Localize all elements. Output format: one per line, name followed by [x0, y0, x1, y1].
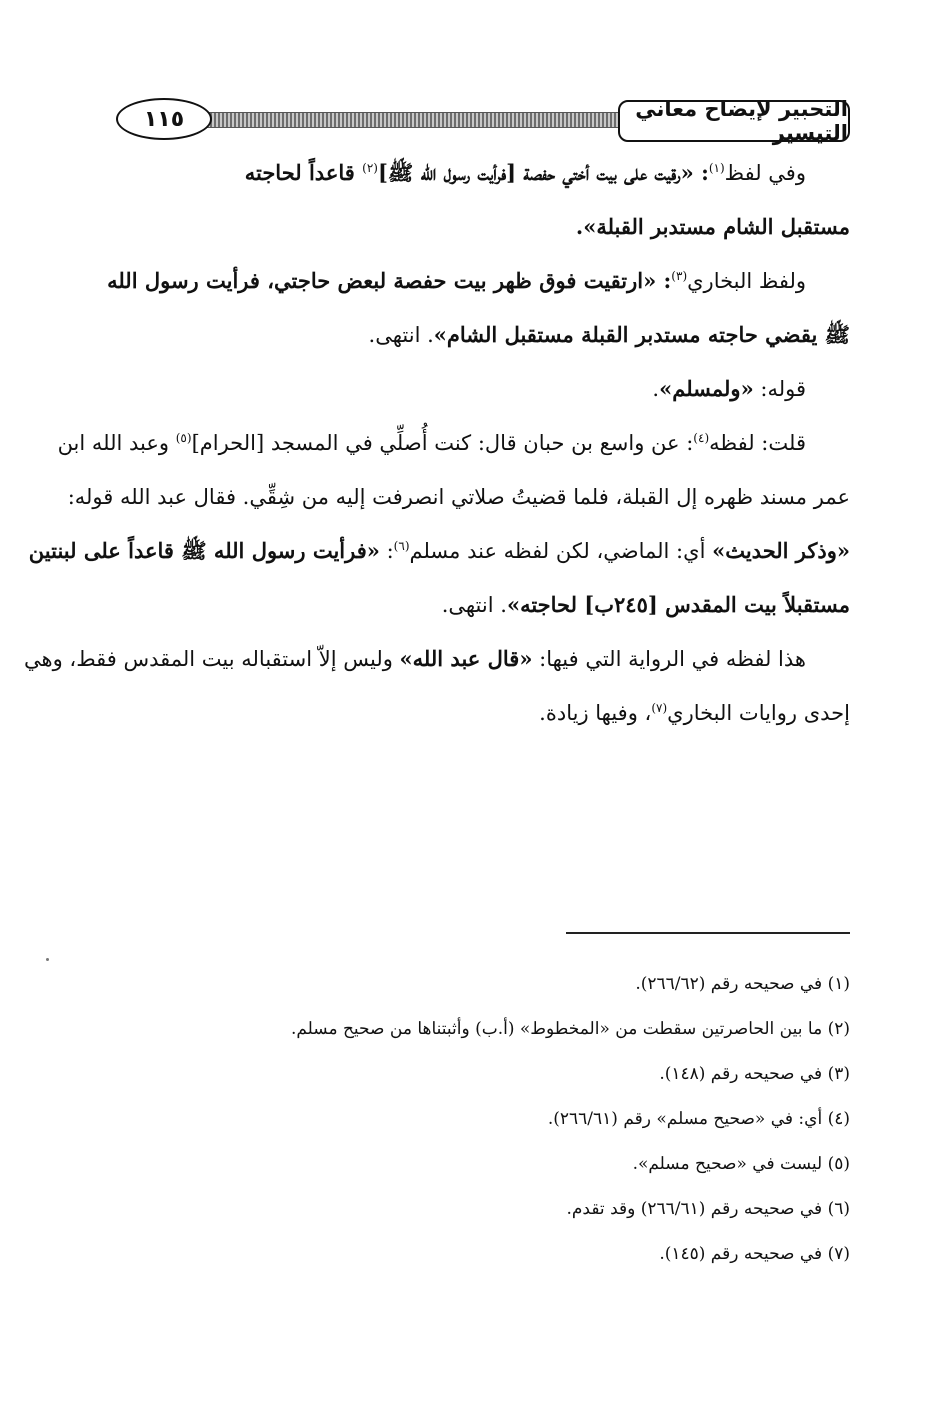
footnote-ref: (٣): [671, 269, 688, 283]
book-title: التحبير لإيضاح معاني التيسير: [618, 100, 850, 142]
text-line: قوله: «ولمسلم».: [652, 376, 806, 401]
footnote: (٤) أي: في «صحيح مسلم» رقم (٢٦٦/٦١).: [547, 1109, 850, 1129]
text-line: «وذكر الحديث» أي: الماضي، لكن لفظه عند مسلم$^{(٦)}$: «فرأيت رسول الله ﷺ قاعداً على لبنتين: [28, 538, 850, 563]
page-header: [98, 98, 850, 144]
footnote-ref: (٦): [393, 539, 410, 553]
scan-speck: [46, 958, 49, 961]
text-line: عمر مسند ظهره إل القبلة، فلما قضيتُ صلاتي انصرفت إليه من شِقِّي. فقال عبد الله قوله:: [67, 485, 850, 509]
main-text: [24, 146, 850, 740]
text-line: ﷺ يقضي حاجته مستدبر القبلة مستقبل الشام». انتهى.: [368, 322, 850, 347]
footnote: (١) في صحيحه رقم (٢٦٦/٦٢).: [635, 974, 850, 994]
footnote: (٣) في صحيحه رقم (١٤٨).: [659, 1064, 850, 1084]
footnote-ref: (١): [708, 161, 725, 175]
text-line: قلت: لفظه$^{(٤)}$: عن واسع بن حبان قال: كنت أُصلِّي في المسجد [الحرام]$^{(٥)}$ وعبد الله ابن: [57, 431, 806, 455]
text-line: هذا لفظه في الرواية التي فيها: «قال عبد الله» وليس إلاّ استقباله بيت المقدس فقط، وهي: [24, 646, 806, 671]
footnote-ref: (٢): [362, 161, 378, 175]
text-line: مستقبل الشام مستدبر القبلة».: [575, 214, 850, 239]
text-line: ولفظ البخاري$^{(٣)}$: «ارتقيت فوق ظهر بيت حفصة لبعض حاجتي، فرأيت رسول الله: [107, 268, 806, 293]
header-ornament-band: [138, 112, 650, 128]
footnotes: [96, 962, 850, 1277]
text-line: مستقبلاً بيت المقدس [٢٤٥ب] لحاجته». انتهى.: [441, 592, 850, 617]
footnote: (٦) في صحيحه رقم (٢٦٦/٦١) وقد تقدم.: [566, 1199, 850, 1219]
footnote-ref: (٤): [693, 431, 710, 445]
footnote: (٧) في صحيحه رقم (١٤٥).: [659, 1244, 850, 1264]
footnote: (٥) ليست في «صحيح مسلم».: [632, 1154, 850, 1174]
footnote-ref: (٧): [651, 701, 668, 715]
footnote-separator: [566, 932, 850, 934]
text-line: وفي لفظ$^{(١)}$: «رقيت على بيت أختي حفصة [فرأيت رسول الله ﷺ]$^{(٢)}$ قاعداً لحاجته: [244, 160, 806, 185]
footnote-ref: (٥): [175, 431, 192, 445]
text-line: إحدى روايات البخاري$^{(٧)}$، وفيها زيادة.: [539, 701, 850, 725]
page-number: ١١٥: [116, 98, 212, 140]
footnote: (٢) ما بين الحاصرتين سقطت من «المخطوط» (أ.ب) وأثبتناها من صحيح مسلم.: [290, 1019, 850, 1039]
